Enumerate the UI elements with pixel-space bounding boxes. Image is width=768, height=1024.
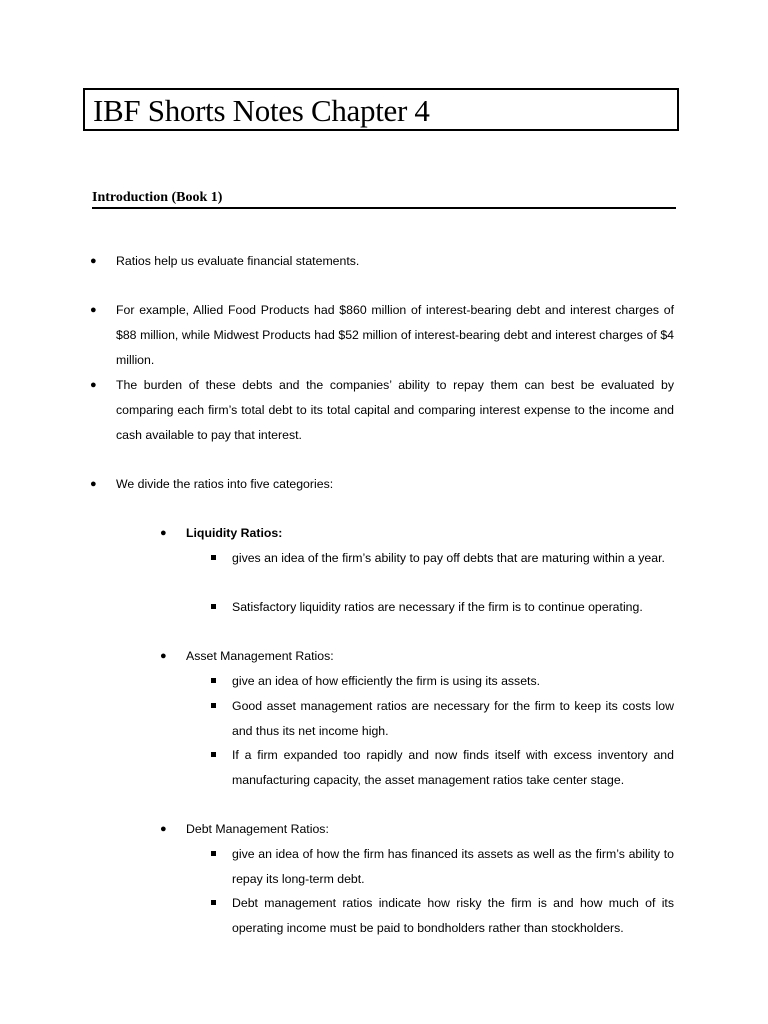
section-divider: [92, 207, 676, 209]
sub-point-text: give an idea of how the firm has financed its assets as well as the firm’s ability to repay its long-term debt.: [232, 847, 674, 886]
sub-point-text: Debt management ratios indicate how risky the firm is and how much of its operating income must be paid to bondholders rather than stockholders.: [232, 896, 674, 935]
category-label: Liquidity Ratios:: [186, 526, 283, 540]
category-dot-icon: ●: [160, 650, 167, 662]
bullet-dot-icon: ●: [90, 478, 97, 490]
title-box: [83, 88, 679, 131]
category-label: Debt Management Ratios:: [186, 822, 329, 836]
square-bullet-icon: [211, 900, 216, 905]
square-bullet-icon: [211, 851, 216, 856]
bullet-text: For example, Allied Food Products had $860 million of interest-bearing debt and interest charges of $88 million, while Midwest Products had $52 million of interest-bearing debt and interest charges of $4 million.: [116, 303, 674, 367]
sub-point-text: give an idea of how efficiently the firm is using its assets.: [232, 674, 541, 688]
square-bullet-icon: [211, 555, 216, 560]
category-label: Asset Management Ratios:: [186, 649, 334, 663]
bullet-text: We divide the ratios into five categories:: [116, 477, 334, 491]
category-dot-icon: ●: [160, 527, 167, 539]
square-bullet-icon: [211, 604, 216, 609]
sub-point-text: Satisfactory liquidity ratios are necessary if the firm is to continue operating.: [232, 600, 643, 614]
bullet-text: Ratios help us evaluate financial statements.: [116, 254, 360, 268]
square-bullet-icon: [211, 678, 216, 683]
sub-point-text: Good asset management ratios are necessary for the firm to keep its costs low and thus its net income high.: [232, 699, 674, 738]
square-bullet-icon: [211, 752, 216, 757]
sub-point-text: gives an idea of the firm’s ability to pay off debts that are maturing within a year.: [232, 551, 665, 565]
bullet-dot-icon: ●: [90, 379, 97, 391]
section-heading: Introduction (Book 1): [92, 190, 223, 205]
document-title: IBF Shorts Notes Chapter 4: [93, 93, 430, 128]
bullet-dot-icon: ●: [90, 304, 97, 316]
square-bullet-icon: [211, 703, 216, 708]
bullet-dot-icon: ●: [90, 255, 97, 267]
bullet-text: The burden of these debts and the companies’ ability to repay them can best be evaluated by comparing each firm’s total debt to its total capital and comparing interest expense to the income and cash available to pay that interest.: [116, 378, 674, 442]
category-dot-icon: ●: [160, 823, 167, 835]
sub-point-text: If a firm expanded too rapidly and now finds itself with excess inventory and manufacturing capacity, the asset management ratios take center stage.: [232, 748, 674, 787]
